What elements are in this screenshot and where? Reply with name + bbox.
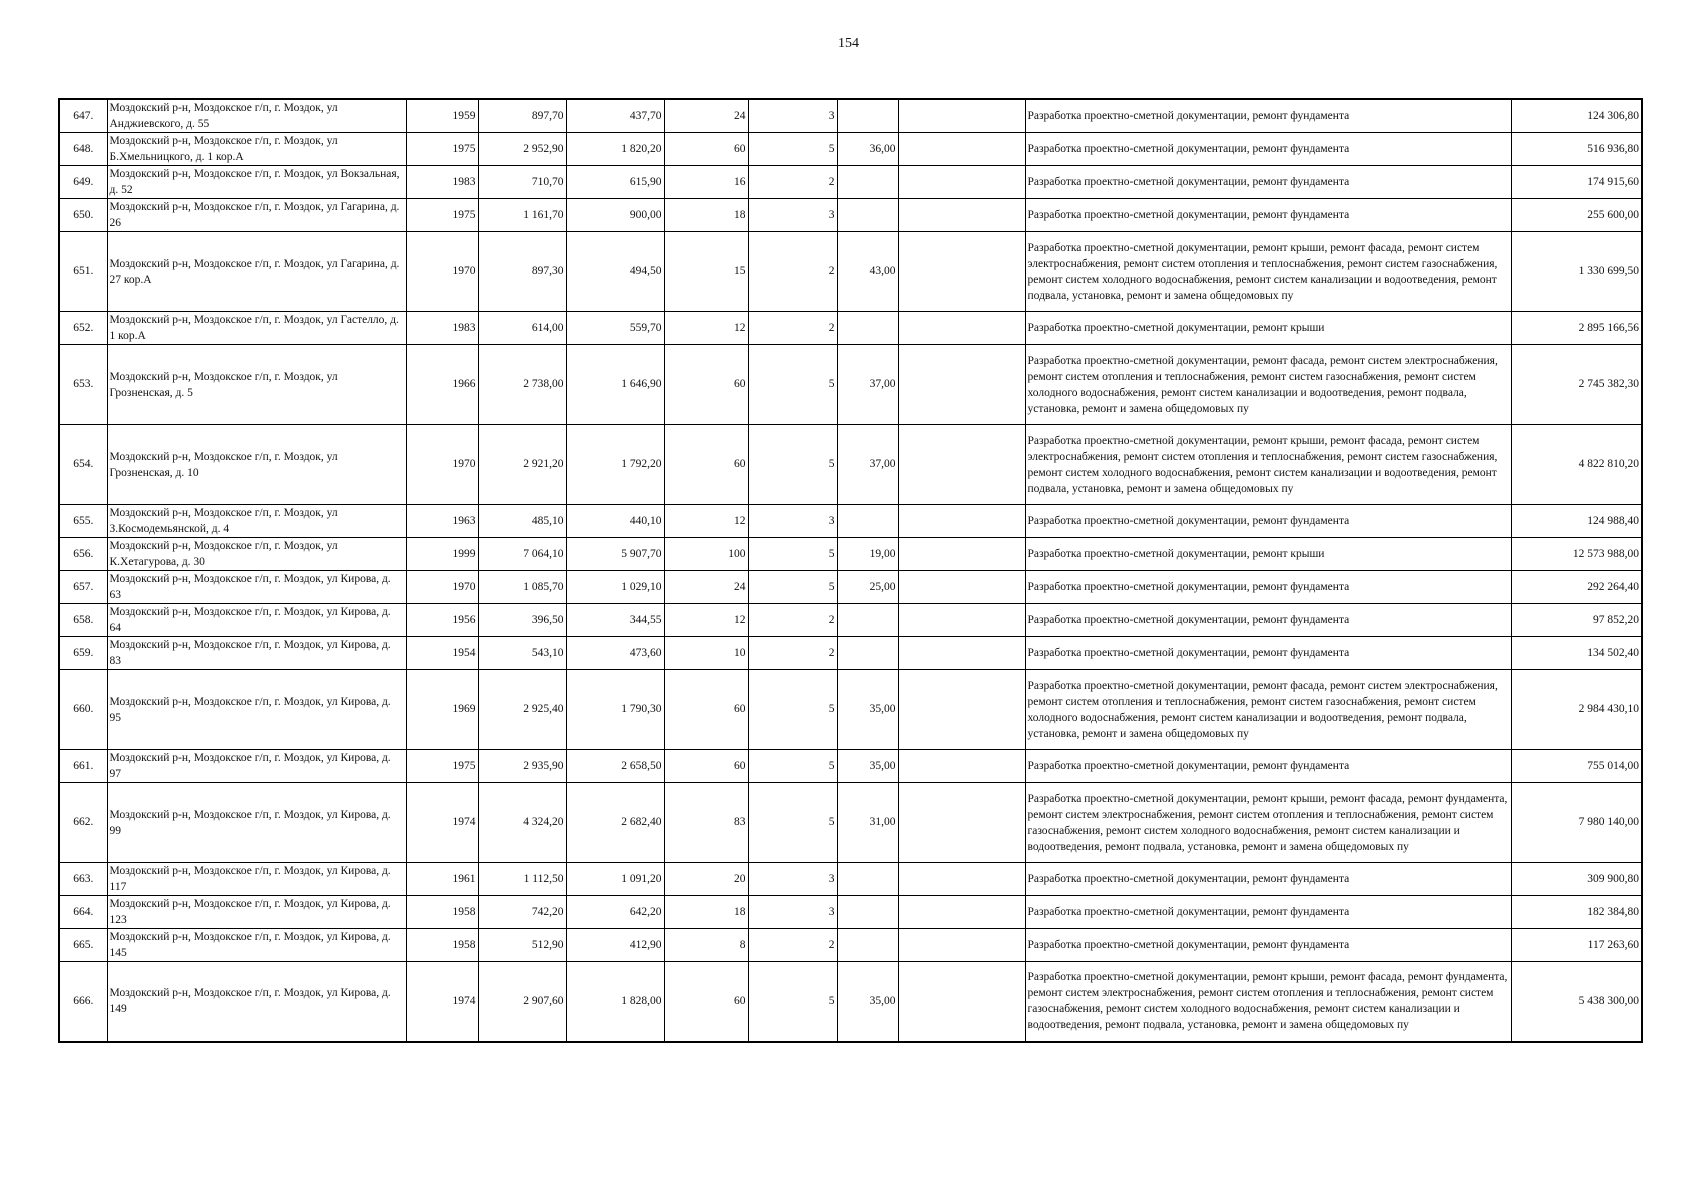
wear-cell <box>837 604 898 637</box>
residents-cell: 12 <box>664 604 748 637</box>
total-area-cell: 2 935,90 <box>478 750 566 783</box>
address-cell: Моздокский р-н, Моздокское г/п, г. Моздок, ул Гагарина, д. 27 кор.А <box>107 232 406 312</box>
cost-cell: 255 600,00 <box>1511 199 1642 232</box>
total-area-cell: 897,30 <box>478 232 566 312</box>
total-area-cell: 742,20 <box>478 896 566 929</box>
row-number: 663. <box>59 863 107 896</box>
empty-cell <box>898 345 1025 425</box>
row-number: 666. <box>59 962 107 1042</box>
living-area-cell: 1 790,30 <box>566 670 664 750</box>
row-number: 659. <box>59 637 107 670</box>
residents-cell: 24 <box>664 99 748 133</box>
address-cell: Моздокский р-н, Моздокское г/п, г. Моздок, ул К.Хетагурова, д. 30 <box>107 538 406 571</box>
residents-cell: 15 <box>664 232 748 312</box>
table-row <box>59 750 1642 783</box>
floors-cell: 2 <box>748 637 837 670</box>
address-cell: Моздокский р-н, Моздокское г/п, г. Моздок, ул Гастелло, д. 1 кор.А <box>107 312 406 345</box>
living-area-cell: 900,00 <box>566 199 664 232</box>
empty-cell <box>898 571 1025 604</box>
floors-cell: 5 <box>748 133 837 166</box>
living-area-cell: 615,90 <box>566 166 664 199</box>
table-row <box>59 133 1642 166</box>
year-cell: 1975 <box>406 750 478 783</box>
residents-cell: 83 <box>664 783 748 863</box>
address-cell: Моздокский р-н, Моздокское г/п, г. Моздок, ул Грозненская, д. 5 <box>107 345 406 425</box>
table-row <box>59 670 1642 750</box>
floors-cell: 2 <box>748 232 837 312</box>
row-number: 653. <box>59 345 107 425</box>
cost-cell: 516 936,80 <box>1511 133 1642 166</box>
table-row <box>59 99 1642 133</box>
wear-cell: 19,00 <box>837 538 898 571</box>
living-area-cell: 1 792,20 <box>566 425 664 505</box>
cost-cell: 182 384,80 <box>1511 896 1642 929</box>
wear-cell <box>837 312 898 345</box>
year-cell: 1966 <box>406 345 478 425</box>
empty-cell <box>898 232 1025 312</box>
works-cell: Разработка проектно-сметной документации, ремонт крыши, ремонт фасада, ремонт систем электроснабжения, ремонт систем отопления и теплоснабжения, ремонт систем газоснабжения, ремонт систем холодного водоснабжения, ремонт систем канализации и водоотведения, ремонт подвала, установка, ремонт и замена общедомовых пу <box>1025 425 1511 505</box>
living-area-cell: 437,70 <box>566 99 664 133</box>
table-row <box>59 505 1642 538</box>
works-cell: Разработка проектно-сметной документации, ремонт фундамента <box>1025 750 1511 783</box>
floors-cell: 2 <box>748 604 837 637</box>
total-area-cell: 512,90 <box>478 929 566 962</box>
cost-cell: 12 573 988,00 <box>1511 538 1642 571</box>
floors-cell: 3 <box>748 863 837 896</box>
living-area-cell: 1 091,20 <box>566 863 664 896</box>
residents-cell: 18 <box>664 199 748 232</box>
works-cell: Разработка проектно-сметной документации, ремонт фундамента <box>1025 199 1511 232</box>
total-area-cell: 897,70 <box>478 99 566 133</box>
wear-cell: 31,00 <box>837 783 898 863</box>
table-row <box>59 232 1642 312</box>
total-area-cell: 4 324,20 <box>478 783 566 863</box>
address-cell: Моздокский р-н, Моздокское г/п, г. Моздок, ул Грозненская, д. 10 <box>107 425 406 505</box>
living-area-cell: 344,55 <box>566 604 664 637</box>
empty-cell <box>898 199 1025 232</box>
floors-cell: 5 <box>748 538 837 571</box>
cost-cell: 2 984 430,10 <box>1511 670 1642 750</box>
table-row <box>59 345 1642 425</box>
cost-cell: 97 852,20 <box>1511 604 1642 637</box>
total-area-cell: 2 925,40 <box>478 670 566 750</box>
row-number: 657. <box>59 571 107 604</box>
living-area-cell: 2 658,50 <box>566 750 664 783</box>
year-cell: 1956 <box>406 604 478 637</box>
table-body <box>59 99 1642 1042</box>
floors-cell: 2 <box>748 929 837 962</box>
floors-cell: 5 <box>748 670 837 750</box>
row-number: 649. <box>59 166 107 199</box>
table-row <box>59 571 1642 604</box>
total-area-cell: 1 161,70 <box>478 199 566 232</box>
empty-cell <box>898 896 1025 929</box>
address-cell: Моздокский р-н, Моздокское г/п, г. Моздок, ул Анджиевского, д. 55 <box>107 99 406 133</box>
address-cell: Моздокский р-н, Моздокское г/п, г. Моздок, ул Кирова, д. 63 <box>107 571 406 604</box>
works-cell: Разработка проектно-сметной документации, ремонт крыши, ремонт фасада, ремонт фундамента, ремонт систем электроснабжения, ремонт систем отопления и теплоснабжения, ремонт систем газоснабжения, ремонт систем холодного водоснабжения, ремонт систем канализации и водоотведения, ремонт подвала, установка, ремонт и замена общедомовых пу <box>1025 962 1511 1042</box>
cost-cell: 4 822 810,20 <box>1511 425 1642 505</box>
works-cell: Разработка проектно-сметной документации, ремонт фундамента <box>1025 863 1511 896</box>
total-area-cell: 543,10 <box>478 637 566 670</box>
residents-cell: 100 <box>664 538 748 571</box>
year-cell: 1969 <box>406 670 478 750</box>
wear-cell: 43,00 <box>837 232 898 312</box>
table-row <box>59 962 1642 1042</box>
row-number: 647. <box>59 99 107 133</box>
wear-cell: 35,00 <box>837 750 898 783</box>
residents-cell: 60 <box>664 345 748 425</box>
living-area-cell: 559,70 <box>566 312 664 345</box>
floors-cell: 5 <box>748 425 837 505</box>
empty-cell <box>898 99 1025 133</box>
cost-cell: 124 988,40 <box>1511 505 1642 538</box>
residents-cell: 24 <box>664 571 748 604</box>
empty-cell <box>898 962 1025 1042</box>
wear-cell: 35,00 <box>837 962 898 1042</box>
residents-cell: 12 <box>664 505 748 538</box>
living-area-cell: 412,90 <box>566 929 664 962</box>
table-row <box>59 783 1642 863</box>
works-cell: Разработка проектно-сметной документации, ремонт крыши, ремонт фасада, ремонт фундамента, ремонт систем электроснабжения, ремонт систем отопления и теплоснабжения, ремонт систем газоснабжения, ремонт систем холодного водоснабжения, ремонт систем канализации и водоотведения, ремонт подвала, установка, ремонт и замена общедомовых пу <box>1025 783 1511 863</box>
table-row <box>59 199 1642 232</box>
empty-cell <box>898 133 1025 166</box>
total-area-cell: 710,70 <box>478 166 566 199</box>
cost-cell: 2 895 166,56 <box>1511 312 1642 345</box>
wear-cell <box>837 99 898 133</box>
total-area-cell: 1 085,70 <box>478 571 566 604</box>
residents-cell: 8 <box>664 929 748 962</box>
cost-cell: 1 330 699,50 <box>1511 232 1642 312</box>
row-number: 660. <box>59 670 107 750</box>
table-row <box>59 896 1642 929</box>
living-area-cell: 473,60 <box>566 637 664 670</box>
cost-cell: 117 263,60 <box>1511 929 1642 962</box>
floors-cell: 2 <box>748 166 837 199</box>
empty-cell <box>898 425 1025 505</box>
empty-cell <box>898 929 1025 962</box>
total-area-cell: 2 907,60 <box>478 962 566 1042</box>
total-area-cell: 614,00 <box>478 312 566 345</box>
row-number: 648. <box>59 133 107 166</box>
total-area-cell: 1 112,50 <box>478 863 566 896</box>
residents-cell: 12 <box>664 312 748 345</box>
table-row <box>59 863 1642 896</box>
row-number: 665. <box>59 929 107 962</box>
address-cell: Моздокский р-н, Моздокское г/п, г. Моздок, ул Гагарина, д. 26 <box>107 199 406 232</box>
wear-cell: 25,00 <box>837 571 898 604</box>
residents-cell: 18 <box>664 896 748 929</box>
row-number: 664. <box>59 896 107 929</box>
row-number: 658. <box>59 604 107 637</box>
year-cell: 1983 <box>406 312 478 345</box>
living-area-cell: 1 029,10 <box>566 571 664 604</box>
table-row <box>59 312 1642 345</box>
cost-cell: 7 980 140,00 <box>1511 783 1642 863</box>
total-area-cell: 7 064,10 <box>478 538 566 571</box>
total-area-cell: 396,50 <box>478 604 566 637</box>
works-cell: Разработка проектно-сметной документации, ремонт фундамента <box>1025 99 1511 133</box>
residents-cell: 60 <box>664 670 748 750</box>
works-cell: Разработка проектно-сметной документации, ремонт фундамента <box>1025 133 1511 166</box>
floors-cell: 5 <box>748 962 837 1042</box>
address-cell: Моздокский р-н, Моздокское г/п, г. Моздок, ул Кирова, д. 145 <box>107 929 406 962</box>
address-cell: Моздокский р-н, Моздокское г/п, г. Моздок, ул Кирова, д. 95 <box>107 670 406 750</box>
year-cell: 1975 <box>406 199 478 232</box>
total-area-cell: 2 921,20 <box>478 425 566 505</box>
empty-cell <box>898 312 1025 345</box>
wear-cell: 37,00 <box>837 425 898 505</box>
residents-cell: 60 <box>664 133 748 166</box>
living-area-cell: 2 682,40 <box>566 783 664 863</box>
residents-cell: 60 <box>664 425 748 505</box>
floors-cell: 5 <box>748 571 837 604</box>
year-cell: 1963 <box>406 505 478 538</box>
works-cell: Разработка проектно-сметной документации, ремонт фундамента <box>1025 166 1511 199</box>
wear-cell: 35,00 <box>837 670 898 750</box>
page-number: 154 <box>838 36 859 51</box>
total-area-cell: 2 738,00 <box>478 345 566 425</box>
address-cell: Моздокский р-н, Моздокское г/п, г. Моздок, ул Кирова, д. 97 <box>107 750 406 783</box>
cost-cell: 292 264,40 <box>1511 571 1642 604</box>
living-area-cell: 440,10 <box>566 505 664 538</box>
row-number: 662. <box>59 783 107 863</box>
total-area-cell: 485,10 <box>478 505 566 538</box>
row-number: 651. <box>59 232 107 312</box>
floors-cell: 3 <box>748 896 837 929</box>
works-cell: Разработка проектно-сметной документации, ремонт фундамента <box>1025 929 1511 962</box>
wear-cell: 36,00 <box>837 133 898 166</box>
housing-repair-table <box>58 98 1643 1043</box>
wear-cell <box>837 166 898 199</box>
empty-cell <box>898 863 1025 896</box>
address-cell: Моздокский р-н, Моздокское г/п, г. Моздок, ул Вокзальная, д. 52 <box>107 166 406 199</box>
address-cell: Моздокский р-н, Моздокское г/п, г. Моздок, ул Кирова, д. 83 <box>107 637 406 670</box>
address-cell: Моздокский р-н, Моздокское г/п, г. Моздок, ул Б.Хмельницкого, д. 1 кор.А <box>107 133 406 166</box>
living-area-cell: 1 646,90 <box>566 345 664 425</box>
residents-cell: 60 <box>664 750 748 783</box>
floors-cell: 5 <box>748 783 837 863</box>
table-row <box>59 538 1642 571</box>
residents-cell: 16 <box>664 166 748 199</box>
floors-cell: 2 <box>748 312 837 345</box>
year-cell: 1974 <box>406 783 478 863</box>
year-cell: 1959 <box>406 99 478 133</box>
wear-cell <box>837 637 898 670</box>
cost-cell: 134 502,40 <box>1511 637 1642 670</box>
living-area-cell: 1 828,00 <box>566 962 664 1042</box>
year-cell: 1954 <box>406 637 478 670</box>
floors-cell: 5 <box>748 345 837 425</box>
residents-cell: 60 <box>664 962 748 1042</box>
living-area-cell: 494,50 <box>566 232 664 312</box>
wear-cell <box>837 929 898 962</box>
address-cell: Моздокский р-н, Моздокское г/п, г. Моздок, ул Кирова, д. 123 <box>107 896 406 929</box>
address-cell: Моздокский р-н, Моздокское г/п, г. Моздок, ул З.Космодемьянской, д. 4 <box>107 505 406 538</box>
year-cell: 1975 <box>406 133 478 166</box>
year-cell: 1958 <box>406 929 478 962</box>
wear-cell: 37,00 <box>837 345 898 425</box>
empty-cell <box>898 783 1025 863</box>
works-cell: Разработка проектно-сметной документации, ремонт фундамента <box>1025 604 1511 637</box>
year-cell: 1958 <box>406 896 478 929</box>
works-cell: Разработка проектно-сметной документации, ремонт фасада, ремонт систем электроснабжения, ремонт систем отопления и теплоснабжения, ремонт систем газоснабжения, ремонт систем холодного водоснабжения, ремонт систем канализации и водоотведения, ремонт подвала, установка, ремонт и замена общедомовых пу <box>1025 345 1511 425</box>
row-number: 661. <box>59 750 107 783</box>
row-number: 652. <box>59 312 107 345</box>
wear-cell <box>837 896 898 929</box>
cost-cell: 755 014,00 <box>1511 750 1642 783</box>
row-number: 656. <box>59 538 107 571</box>
year-cell: 1974 <box>406 962 478 1042</box>
table-row <box>59 166 1642 199</box>
empty-cell <box>898 670 1025 750</box>
cost-cell: 2 745 382,30 <box>1511 345 1642 425</box>
residents-cell: 20 <box>664 863 748 896</box>
works-cell: Разработка проектно-сметной документации, ремонт фундамента <box>1025 896 1511 929</box>
floors-cell: 3 <box>748 199 837 232</box>
living-area-cell: 5 907,70 <box>566 538 664 571</box>
cost-cell: 5 438 300,00 <box>1511 962 1642 1042</box>
year-cell: 1970 <box>406 232 478 312</box>
works-cell: Разработка проектно-сметной документации, ремонт фундамента <box>1025 571 1511 604</box>
empty-cell <box>898 604 1025 637</box>
wear-cell <box>837 505 898 538</box>
row-number: 654. <box>59 425 107 505</box>
cost-cell: 174 915,60 <box>1511 166 1642 199</box>
total-area-cell: 2 952,90 <box>478 133 566 166</box>
floors-cell: 5 <box>748 750 837 783</box>
table-row <box>59 929 1642 962</box>
works-cell: Разработка проектно-сметной документации, ремонт фундамента <box>1025 505 1511 538</box>
row-number: 655. <box>59 505 107 538</box>
empty-cell <box>898 505 1025 538</box>
living-area-cell: 1 820,20 <box>566 133 664 166</box>
year-cell: 1961 <box>406 863 478 896</box>
table-row <box>59 604 1642 637</box>
table-row <box>59 637 1642 670</box>
works-cell: Разработка проектно-сметной документации, ремонт крыши <box>1025 538 1511 571</box>
living-area-cell: 642,20 <box>566 896 664 929</box>
empty-cell <box>898 637 1025 670</box>
year-cell: 1999 <box>406 538 478 571</box>
address-cell: Моздокский р-н, Моздокское г/п, г. Моздок, ул Кирова, д. 64 <box>107 604 406 637</box>
cost-cell: 309 900,80 <box>1511 863 1642 896</box>
year-cell: 1970 <box>406 571 478 604</box>
works-cell: Разработка проектно-сметной документации, ремонт крыши, ремонт фасада, ремонт систем электроснабжения, ремонт систем отопления и теплоснабжения, ремонт систем газоснабжения, ремонт систем холодного водоснабжения, ремонт систем канализации и водоотведения, ремонт подвала, установка, ремонт и замена общедомовых пу <box>1025 232 1511 312</box>
floors-cell: 3 <box>748 99 837 133</box>
row-number: 650. <box>59 199 107 232</box>
wear-cell <box>837 863 898 896</box>
address-cell: Моздокский р-н, Моздокское г/п, г. Моздок, ул Кирова, д. 149 <box>107 962 406 1042</box>
table-row <box>59 425 1642 505</box>
works-cell: Разработка проектно-сметной документации, ремонт фасада, ремонт систем электроснабжения, ремонт систем отопления и теплоснабжения, ремонт систем газоснабжения, ремонт систем холодного водоснабжения, ремонт систем канализации и водоотведения, ремонт подвала, установка, ремонт и замена общедомовых пу <box>1025 670 1511 750</box>
year-cell: 1983 <box>406 166 478 199</box>
address-cell: Моздокский р-н, Моздокское г/п, г. Моздок, ул Кирова, д. 117 <box>107 863 406 896</box>
works-cell: Разработка проектно-сметной документации, ремонт фундамента <box>1025 637 1511 670</box>
cost-cell: 124 306,80 <box>1511 99 1642 133</box>
wear-cell <box>837 199 898 232</box>
empty-cell <box>898 166 1025 199</box>
empty-cell <box>898 538 1025 571</box>
year-cell: 1970 <box>406 425 478 505</box>
residents-cell: 10 <box>664 637 748 670</box>
works-cell: Разработка проектно-сметной документации, ремонт крыши <box>1025 312 1511 345</box>
floors-cell: 3 <box>748 505 837 538</box>
empty-cell <box>898 750 1025 783</box>
address-cell: Моздокский р-н, Моздокское г/п, г. Моздок, ул Кирова, д. 99 <box>107 783 406 863</box>
